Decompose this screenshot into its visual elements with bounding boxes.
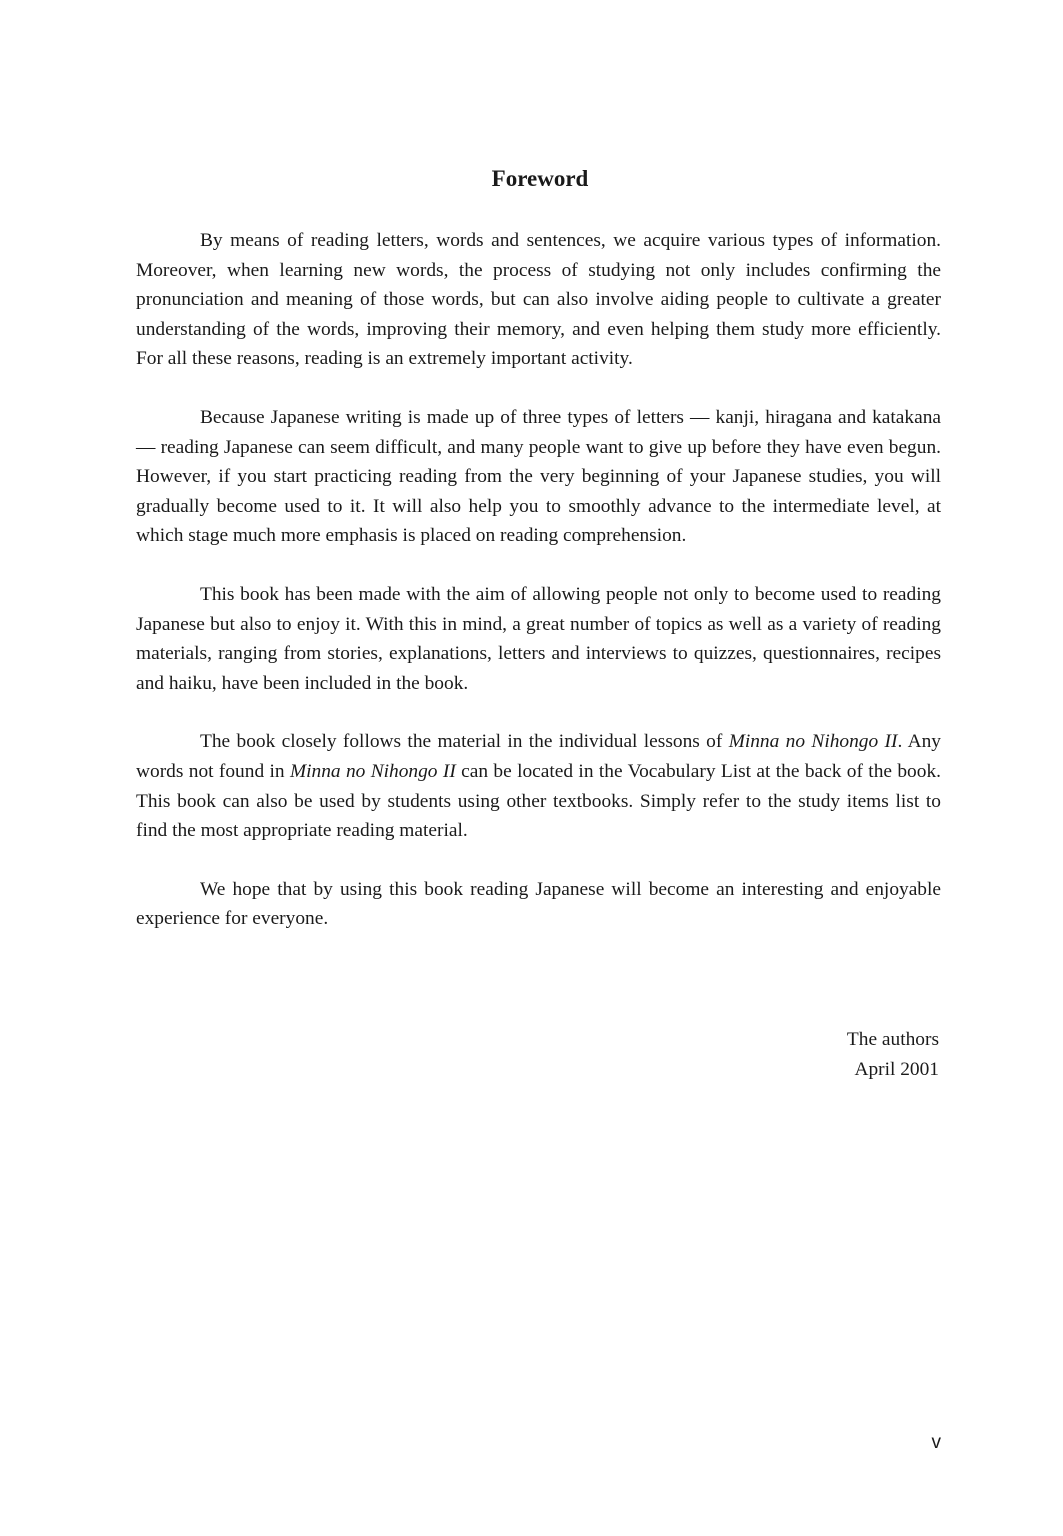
paragraph-4 bbox=[136, 727, 941, 845]
paragraph-2: Because Japanese writing is made up of three types of letters — kanji, hiragana and katakana — reading Japanese can seem difficult, and many people want to give up before they have even begun. However, if you start practicing reading from the very beginning of your Japanese studies, you will gradually become used to it. It will also help you to smoothly advance to the intermediate level, at which stage much more emphasis is placed on reading comprehension. bbox=[136, 406, 941, 547]
signature bbox=[847, 1025, 939, 1084]
paragraph-4-part-1: The book closely follows the material in the individual lessons of bbox=[200, 731, 729, 753]
paragraph-4-part-3: can be located in the Vocabulary List at the back of the book. This book can also be used by students using other textbooks. Simply refer to the study items list to find the most appropriate reading material. bbox=[136, 760, 941, 842]
paragraph-1: By means of reading letters, words and sentences, we acquire various types of information. Moreover, when learning new words, the process of studying not only includes confirming the pronunciation and meaning of those words, but can also involve aiding people to cultivate a greater understanding of the words, improving their memory, and even helping them study more efficiently. For all these reasons, reading is an extremely important activity. bbox=[136, 230, 941, 370]
paragraph-5: We hope that by using this book reading Japanese will become an interesting and enjoyable experience for everyone. bbox=[136, 878, 941, 930]
paragraph-3: This book has been made with the aim of allowing people not only to become used to reading Japanese but also to enjoy it. With this in mind, a great number of topics as well as a variety of reading materials, ranging from stories, explanations, letters and interviews to quizzes, questionnaires, recipes and haiku, have been included in the book. bbox=[136, 583, 941, 694]
signature-date: April 2001 bbox=[854, 1058, 939, 1080]
signature-author: The authors bbox=[846, 1029, 939, 1050]
book-title-2: Minna no Nihongo II bbox=[289, 760, 456, 782]
foreword-body bbox=[136, 226, 941, 963]
page-title: Foreword bbox=[491, 166, 589, 191]
page-number: v bbox=[931, 1432, 941, 1453]
paragraph-4-part-2: . Any words not found in bbox=[136, 731, 941, 782]
book-title-1: Minna no Nihongo II bbox=[728, 731, 898, 753]
